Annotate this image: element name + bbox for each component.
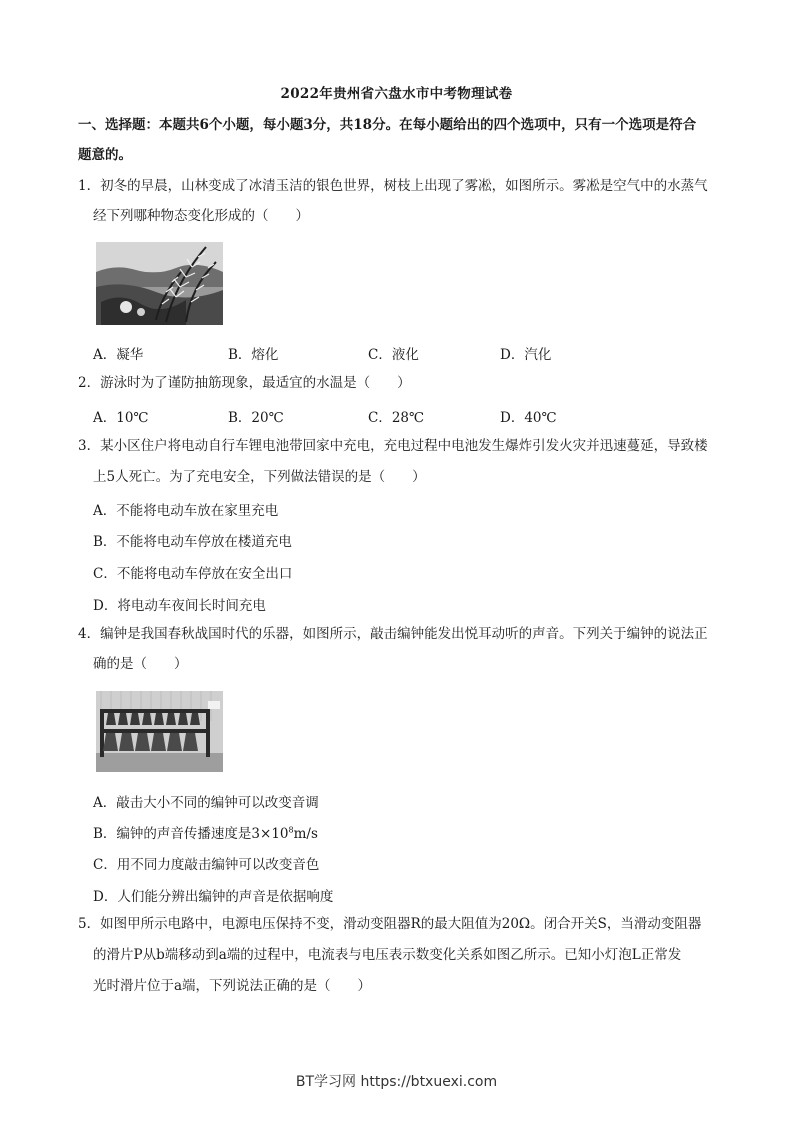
q1-option-d: D．汽化 bbox=[500, 347, 552, 363]
q2-stem: 2．游泳时为了谨防抽筋现象，最适宜的水温是（ ） bbox=[78, 375, 411, 391]
q3-stem-line1: 3．某小区住户将电动自行车锂电池带回家中充电，充电过程中电池发生爆炸引发火灾并迅速蔓延，导致楼 bbox=[78, 438, 708, 454]
bianzhong-bells-photo bbox=[96, 691, 223, 772]
footer-watermark: BT学习网 https://btxuexi.com bbox=[295, 1074, 498, 1090]
q5-stem-line3: 光时滑片位于a端，下列说法正确的是（ ） bbox=[93, 978, 372, 994]
q2-option-c: C．28℃ bbox=[368, 410, 425, 426]
q3-stem-line2: 上5人死亡。为了充电安全，下列做法错误的是（ ） bbox=[93, 469, 426, 485]
page-title: 2022年贵州省六盘水市中考物理试卷 bbox=[280, 86, 513, 102]
q2-option-d: D．40℃ bbox=[500, 410, 557, 426]
q4-option-a: A．敲击大小不同的编钟可以改变音调 bbox=[93, 795, 319, 811]
q4-option-b-exponent: 8 bbox=[288, 825, 294, 835]
q3-option-c: C．不能将电动车停放在安全出口 bbox=[93, 566, 293, 582]
q3-option-a: A．不能将电动车放在家里充电 bbox=[93, 503, 279, 519]
q4-option-b-text: B．编钟的声音传播速度是3×10 bbox=[93, 826, 289, 842]
rime-frost-photo bbox=[96, 242, 223, 325]
q5-stem-line2: 的滑片P从b端移动到a端的过程中，电流表与电压表示数变化关系如图乙所示。已知小灯泡L正常发 bbox=[93, 947, 682, 963]
q2-option-a: A．10℃ bbox=[93, 410, 149, 426]
section-heading-line2: 题意的。 bbox=[78, 147, 132, 163]
q1-stem-line2: 经下列哪种物态变化形成的（ ） bbox=[93, 208, 309, 224]
q1-stem-line1: 1．初冬的早晨，山林变成了冰清玉洁的银色世界，树枝上出现了雾凇，如图所示。雾凇是空气中的水蒸气 bbox=[78, 178, 708, 194]
q5-stem-line1: 5．如图甲所示电路中，电源电压保持不变，滑动变阻器R的最大阻值为20Ω。闭合开关S，当滑动变阻器 bbox=[78, 916, 702, 932]
q2-option-b: B．20℃ bbox=[228, 410, 284, 426]
q4-option-d: D．人们能分辨出编钟的声音是依据响度 bbox=[93, 889, 334, 905]
q4-option-b bbox=[93, 822, 318, 842]
q4-stem-line2: 确的是（ ） bbox=[93, 656, 188, 672]
q4-option-b-unit: m/s bbox=[293, 826, 318, 842]
q1-option-a: A．凝华 bbox=[93, 347, 144, 363]
q1-option-b: B．熔化 bbox=[228, 347, 279, 363]
q1-option-c: C．液化 bbox=[368, 347, 419, 363]
q3-option-b: B．不能将电动车停放在楼道充电 bbox=[93, 534, 292, 550]
q4-stem-line1: 4．编钟是我国春秋战国时代的乐器，如图所示，敲击编钟能发出悦耳动听的声音。下列关于编钟的说法正 bbox=[78, 626, 708, 642]
q4-option-c: C．用不同力度敲击编钟可以改变音色 bbox=[93, 857, 320, 873]
section-heading-line1: 一、选择题：本题共6个小题，每小题3分，共18分。在每小题给出的四个选项中，只有一个选项是符合 bbox=[78, 117, 697, 133]
q3-option-d: D．将电动车夜间长时间充电 bbox=[93, 598, 266, 614]
